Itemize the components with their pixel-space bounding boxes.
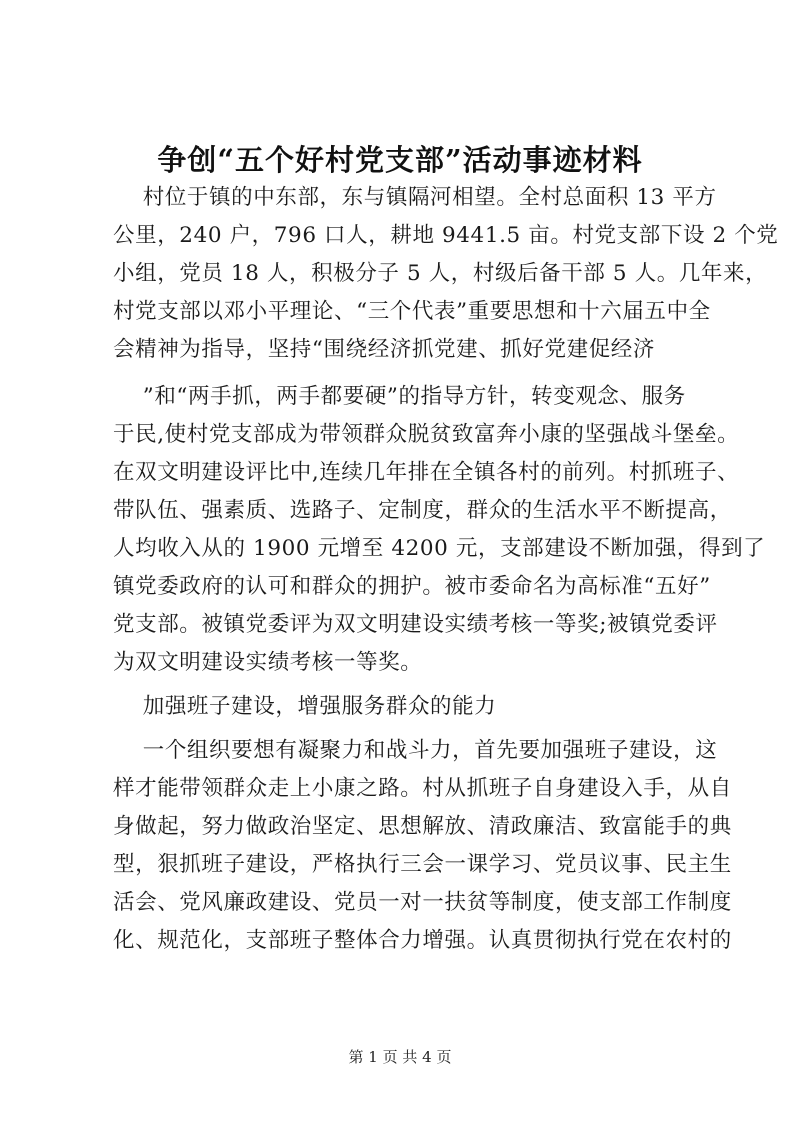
- body-line: ”和“两手抓，两手都要硬”的指导方针，转变观念、服务: [113, 384, 686, 409]
- body-line: 镇党委政府的认可和群众的拥护。被市委命名为高标准“五好”: [113, 574, 711, 599]
- page-footer: 第 1 页 共 4 页: [348, 1048, 452, 1066]
- body-line: 于民,使村党支部成为带领群众脱贫致富奔小康的坚强战斗堡垒。: [113, 422, 740, 447]
- body-line: 人均收入从的 1900 元增至 4200 元，支部建设不断加强，得到了: [113, 536, 766, 561]
- body-line: 会精神为指导，坚持“围绕经济抓党建、抓好党建促经济: [113, 337, 655, 362]
- body-line: 在双文明建设评比中,连续几年排在全镇各村的前列。村抓班子、: [113, 460, 740, 485]
- section-heading: 加强班子建设，增强服务群众的能力: [113, 694, 497, 719]
- body-line: 样才能带领群众走上小康之路。村从抓班子自身建设入手，从自: [113, 776, 732, 801]
- body-line: 型，狠抓班子建设，严格执行三会一课学习、党员议事、民主生: [113, 852, 732, 877]
- document-title: 争创“五个好村党支部”活动事迹材料: [157, 143, 643, 177]
- body-line: 村党支部以邓小平理论、“三个代表”重要思想和十六届五中全: [113, 299, 711, 324]
- body-line: 活会、党风廉政建设、党员一对一扶贫等制度，使支部工作制度: [113, 890, 732, 915]
- body-line: 一个组织要想有凝聚力和战斗力，首先要加强班子建设，这: [113, 738, 718, 763]
- body-line: 为双文明建设实绩考核一等奖。: [113, 650, 423, 675]
- body-line: 村位于镇的中东部，东与镇隔河相望。全村总面积 13 平方: [113, 185, 717, 210]
- body-line: 公里，240 户，796 口人，耕地 9441.5 亩。村党支部下设 2 个党: [113, 223, 779, 248]
- body-line: 化、规范化，支部班子整体合力增强。认真贯彻执行党在农村的: [113, 928, 732, 953]
- body-line: 身做起，努力做政治坚定、思想解放、清政廉洁、致富能手的典: [113, 814, 732, 839]
- body-line: 带队伍、强素质、选路子、定制度，群众的生活水平不断提高，: [113, 498, 732, 523]
- body-line: 小组，党员 18 人，积极分子 5 人，村级后备干部 5 人。几年来，: [113, 261, 768, 286]
- body-line: 党支部。被镇党委评为双文明建设实绩考核一等奖;被镇党委评: [113, 612, 718, 637]
